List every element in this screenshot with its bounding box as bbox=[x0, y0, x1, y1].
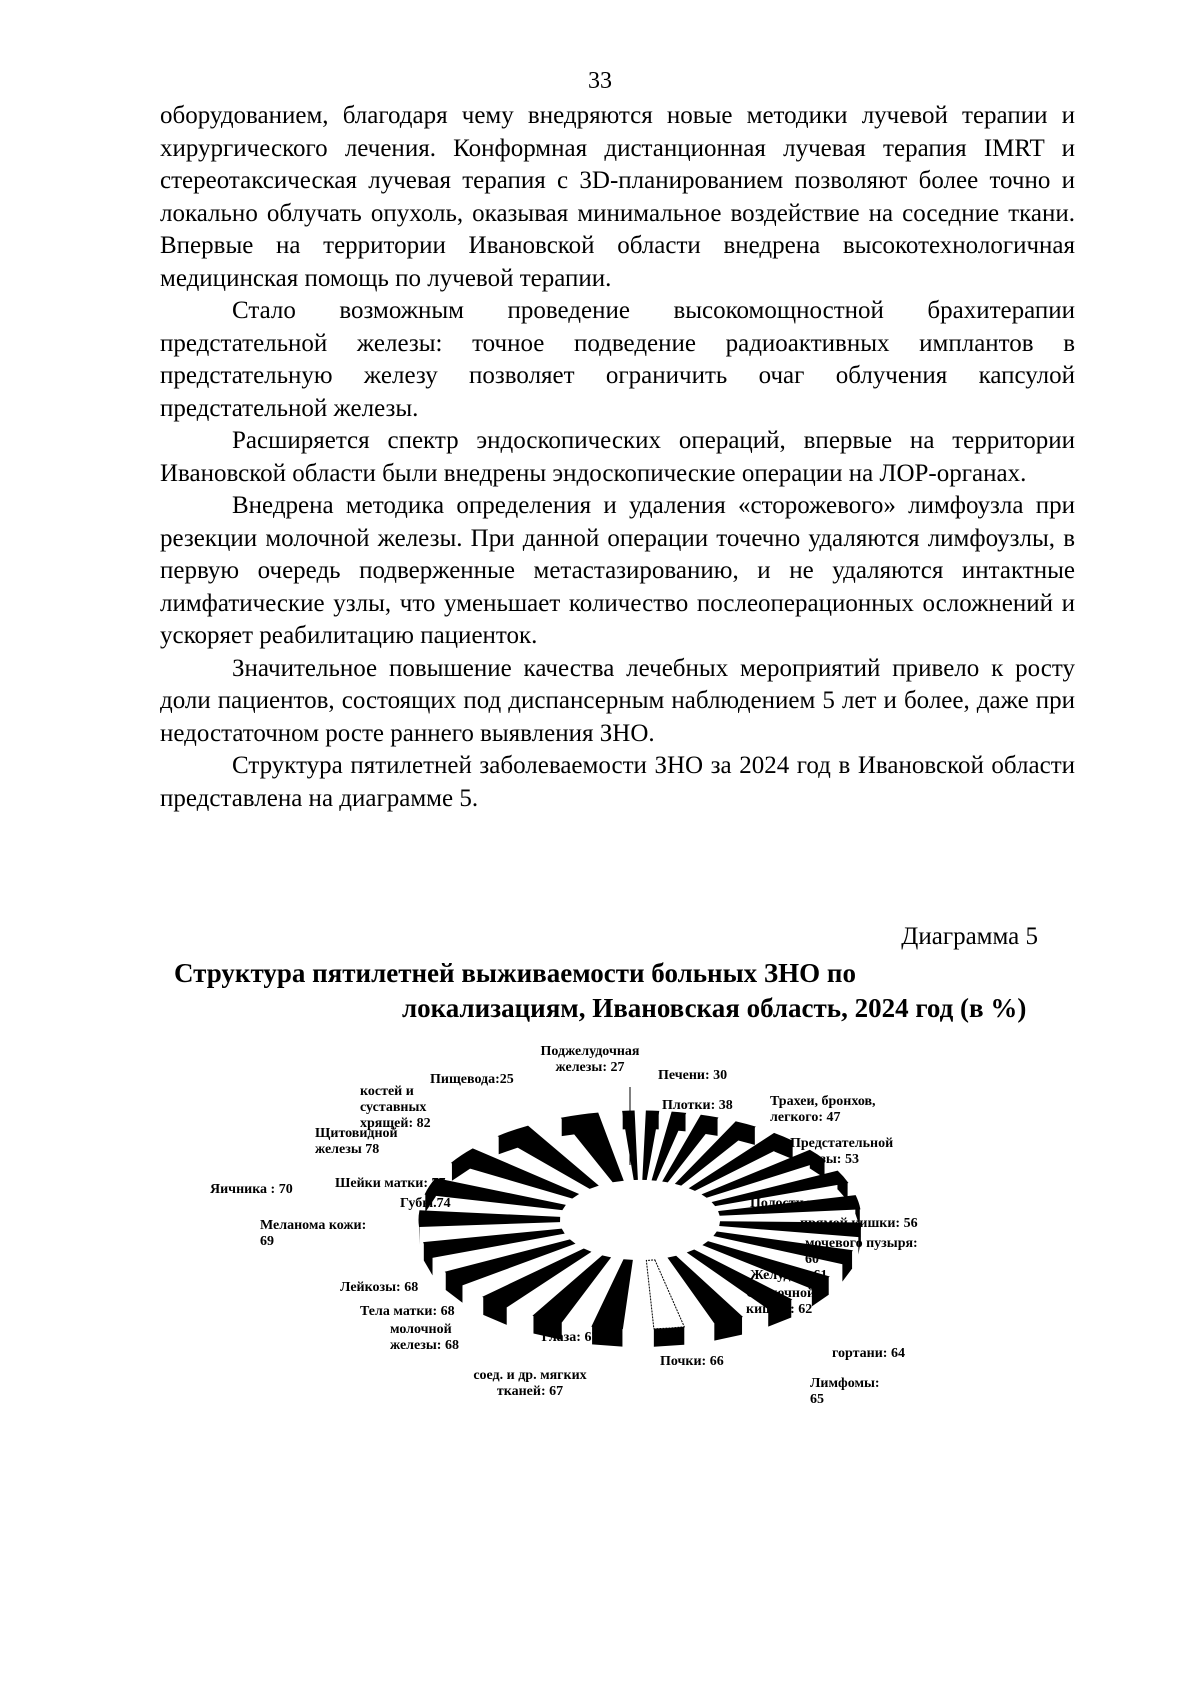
slice-label: Полости рта: 54 bbox=[750, 1196, 852, 1211]
paragraph: оборудованием, благодаря чему внедряются новые методики лучевой терапии и хирургического лечения. Конформная дистанционная лучевая терапия IMRT и стереотаксическая лучевая терапия с 3D-планированием позволяют более точно и локально облучать опухоль, оказывая минимальное воздействие на соседние ткани. Впервые на территории Ивановской области внедрена высокотехнологичная медицинская помощь по лучевой терапии. bbox=[160, 102, 1075, 292]
chart-title bbox=[170, 956, 1075, 1026]
slice-label: гортани: 64 bbox=[832, 1346, 905, 1361]
paragraph: Значительное повышение качества лечебных мероприятий привело к росту доли пациентов, состоящих под диспансерным наблюдением 5 лет и более, даже при недостаточном росте раннего выявления ЗНО. bbox=[160, 654, 1075, 747]
slice-label: Поджелудочная железы: 27 bbox=[540, 1044, 640, 1075]
slice-label: Лейкозы: 68 bbox=[340, 1280, 419, 1295]
diagram-label: Диаграмма 5 bbox=[901, 923, 1038, 950]
slice-label: Почки: 66 bbox=[660, 1354, 724, 1369]
pie-slice bbox=[419, 1211, 560, 1227]
slice-label: Ободочной кишки: 62 bbox=[746, 1286, 816, 1317]
pie-slice bbox=[668, 1256, 742, 1322]
slice-label: костей и суставных хрящей: 82 bbox=[360, 1084, 431, 1131]
slice-label: Глаза: 67 bbox=[541, 1330, 599, 1345]
slice-label: Печени: 30 bbox=[658, 1068, 728, 1083]
slice-label: Трахеи, бронхов, легкого: 47 bbox=[770, 1094, 876, 1125]
slice-label: молочной железы: 68 bbox=[390, 1322, 459, 1353]
slice-label: Губы.74 bbox=[400, 1196, 451, 1211]
slice-label: Плотки: 38 bbox=[662, 1098, 733, 1113]
slice-label: Щитовидной железы 78 bbox=[315, 1126, 398, 1157]
body-text bbox=[160, 100, 1075, 815]
paragraph: Структура пятилетней заболеваемости ЗНО за 2024 год в Ивановской области представлена на диаграмме 5. bbox=[160, 752, 1075, 812]
slice-label: мочевого пузыря: 60 bbox=[805, 1236, 918, 1267]
paragraph: Расширяется спектр эндоскопических операций, впервые на территории Ивановской области были внедрены эндоскопические операции на ЛОР-органах. bbox=[160, 427, 1075, 487]
slice-label: Меланома кожи: 69 bbox=[260, 1218, 367, 1249]
paragraph: Стало возможным проведение высокомощностной брахитерапии предстательной железы: точное подведение радиоактивных имплантов в предстательную железу позволяет ограничить очаг облучения капсулой предстательной железы. bbox=[160, 297, 1075, 422]
pie-chart bbox=[210, 1044, 1040, 1485]
slice-label: Предстательной железы: 53 bbox=[790, 1136, 894, 1167]
paragraph: Внедрена методика определения и удаления «сторожевого» лимфоузла при резекции молочной железы. При данной операции точечно удаляются лимфоузлы, в первую очередь подверженные метастазированию, и не удаляются интактные лимфатические узлы, что уменьшает количество послеоперационных осложнений и ускоряет реабилитацию пациенток. bbox=[160, 492, 1075, 649]
chart-title-line-1: Структура пятилетней выживаемости больных ЗНО по bbox=[174, 958, 856, 988]
slice-label: Желудка: 61 bbox=[750, 1268, 828, 1283]
slice-label: соед. и др. мягких тканей: 67 bbox=[473, 1368, 587, 1399]
page-number: 33 bbox=[588, 68, 612, 94]
chart-title-line-2: локализациям, Ивановская область, 2024 год (в %) bbox=[402, 993, 1027, 1023]
slice-label: прямой кишки: 56 bbox=[800, 1216, 918, 1231]
slice-label: Шейки матки: 77 bbox=[335, 1176, 446, 1191]
slice-label: Тела матки: 68 bbox=[360, 1304, 455, 1319]
pie-slice-side bbox=[654, 1327, 684, 1347]
slice-label: Яичника : 70 bbox=[210, 1182, 293, 1197]
pie-labels bbox=[210, 1044, 918, 1407]
slice-label: Лимфомы: 65 bbox=[810, 1376, 880, 1407]
slice-label: Пищевода:25 bbox=[430, 1072, 514, 1087]
